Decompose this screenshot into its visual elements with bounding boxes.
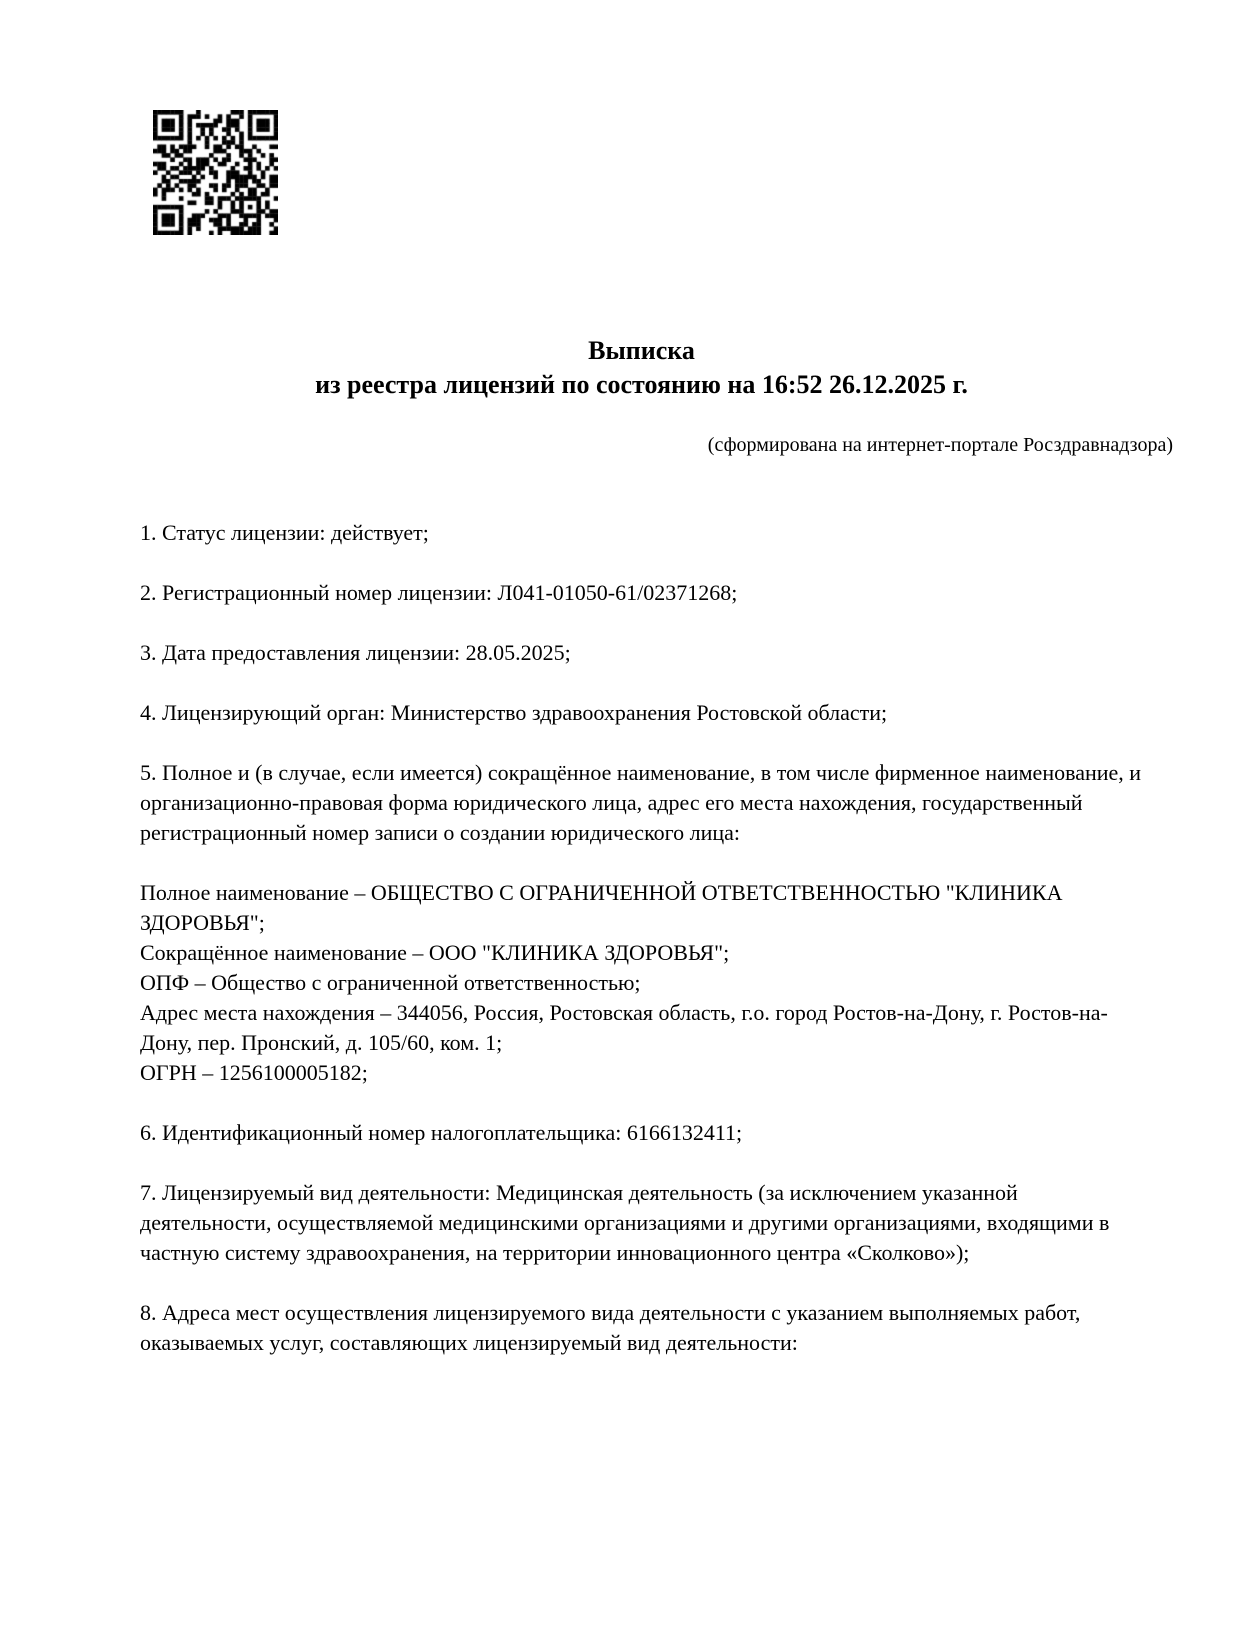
license-status-block [140,518,1143,548]
licensing-authority-block [140,698,1143,728]
license-status-line: 1. Статус лицензии: действует; [140,520,429,545]
taxpayer-inn-line: 6. Идентификационный номер налогоплательщика: 6166132411; [140,1120,743,1145]
document-header [140,334,1143,402]
registration-number-line: 2. Регистрационный номер лицензии: Л041-01050-61/02371268; [140,580,738,605]
licensing-authority-line: 4. Лицензирующий орган: Министерство здравоохранения Ростовской области; [140,700,888,725]
registration-number-block [140,578,1143,608]
document-title-line2: из реестра лицензий по состоянию на 16:52 26.12.2025 г. [315,370,968,399]
grant-date-line: 3. Дата предоставления лицензии: 28.05.2025; [140,640,571,665]
grant-date-block [140,638,1143,668]
document-body [140,518,1143,1388]
licensed-activity-block [140,1178,1143,1268]
organization-intro-block [140,758,1143,848]
organization-full-name-line: Полное наименование – ОБЩЕСТВО С ОГРАНИЧЕННОЙ ОТВЕТСТВЕННОСТЬЮ "КЛИНИКА ЗДОРОВЬЯ"; [140,880,1063,935]
document-title-line1: Выписка [588,336,695,365]
organization-ogrn-line: ОГРН – 1256100005182; [140,1060,368,1085]
activity-addresses-paragraph: 8. Адреса мест осуществления лицензируемого вида деятельности с указанием выполняемых работ, оказываемых услуг, составляющих лицензируемый вид деятельности: [140,1300,1081,1355]
qr-code-icon [153,110,278,235]
organization-short-name-line: Сокращённое наименование – ООО "КЛИНИКА ЗДОРОВЬЯ"; [140,940,730,965]
qr-code-canvas [153,110,278,235]
organization-opf-line: ОПФ – Общество с ограниченной ответственностью; [140,970,641,995]
organization-intro-paragraph: 5. Полное и (в случае, если имеется) сокращённое наименование, в том числе фирменное наименование, и организационно-правовая форма юридического лица, адрес его места нахождения, государственный регистрационный номер записи о создании юридического лица: [140,760,1142,845]
taxpayer-inn-block [140,1118,1143,1148]
organization-address-line: Адрес места нахождения – 344056, Россия, Ростовская область, г.о. город Ростов-на-Дону, г. Ростов-на-Дону, пер. Пронский, д. 105/60, ком. 1; [140,1000,1108,1055]
organization-details-block [140,878,1143,1088]
document-subtitle: (сформирована на интернет-портале Росздравнадзора) [707,434,1173,456]
activity-addresses-block [140,1298,1143,1358]
licensed-activity-paragraph: 7. Лицензируемый вид деятельности: Медицинская деятельность (за исключением указанной деятельности, осуществляемой медицинскими организациями и другими организациями, входящими в частную систему здравоохранения, на территории инновационного центра «Сколково»); [140,1180,1110,1265]
